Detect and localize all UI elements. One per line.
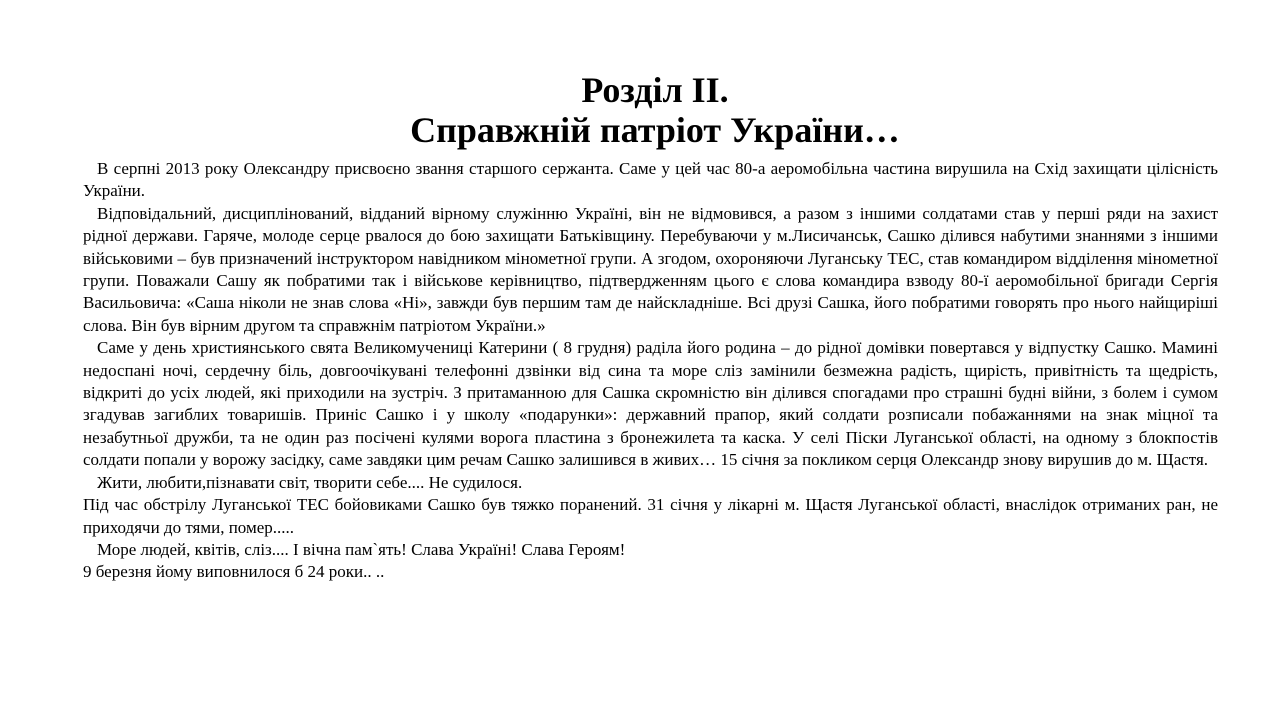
paragraph-fate: Жити, любити,пізнавати світ, творити себе.... Не судилося. xyxy=(97,472,523,492)
paragraph-memory: Море людей, квітів, сліз.... І вічна пам`ять! Слава Україні! Слава Героям! xyxy=(97,539,626,559)
paragraph-birthday: 9 березня йому виповнилося б 24 роки.. .. xyxy=(83,562,385,582)
paragraph-death: Під час обстрілу Луганської ТЕС бойовиками Сашко був тяжко поранений. 31 січня у лікарні м. Щастя Луганської області, внаслідок отриманих ран, не приходячи до тями, помер..... xyxy=(83,495,1218,537)
paragraph-service: Відповідальний, дисциплінований, відданий вірному служінню Україні, він не відмовився, а разом з іншими солдатами став у перші ряди на захист рідної держави. Гаряче, молоде серце рвалося до бою захищати Батьківщину. Перебуваючи у м.Лисичанськ, Сашко ділився набутими знаннями з іншими військовими – був призначений інструктором навідником мінометної групи. А згодом, охороняючи Луганську ТЕС, став командиром відділення мінометної групи. Поважали Сашу як побратими так і військове керівництво, підтвердженням цього є слова командира взводу 80-ї аеромобільної бригади Сергія Васильовича: «Саша ніколи не знав слова «Ні», завжди був першим там де найскладніше. Всі друзі Сашка, його побратими говорять про нього найщиріші слова. Він був вірним другом та справжнім патріотом України.» xyxy=(83,203,1218,335)
body-text xyxy=(83,158,1218,584)
slide-title xyxy=(0,70,1280,150)
chapter-subtitle: Справжній патріот України… xyxy=(410,110,900,150)
paragraph-leave: Саме у день християнського свята Великомучениці Катерини ( 8 грудня) раділа його родина – до рідної домівки повертався у відпустку Сашко. Мамині недоспані ночі, сердечну біль, довгоочікувані телефонні дзвінки від сина та море сліз замінили безмежна радість, щирість, привітність та щедрість, відкриті до усіх людей, які приходили на зустріч. З притаманною для Сашка скромністю він ділився спогадами про страшні будні війни, з болем і сумом згадував загиблих товаришів. Приніс Сашко і у школу «подарунки»: державний прапор, який солдати розписали побажаннями на знак міцної та незабутньої дружби, та не один раз посічені кулями ворога пластина з бронежилета та каска. У селі Піски Луганської області, на одному з блокпостів солдати попали у ворожу засідку, саме завдяки цим речам Сашко залишився в живих… 15 січня за покликом серця Олександр знову вирушив до м. Щастя. xyxy=(83,338,1218,470)
chapter-heading: Розділ ІІ. xyxy=(581,70,729,110)
paragraph-promotion: В серпні 2013 року Олександру присвоєно звання старшого сержанта. Саме у цей час 80-а аеромобільна частина вирушила на Схід захищати цілісність України. xyxy=(83,159,1218,201)
